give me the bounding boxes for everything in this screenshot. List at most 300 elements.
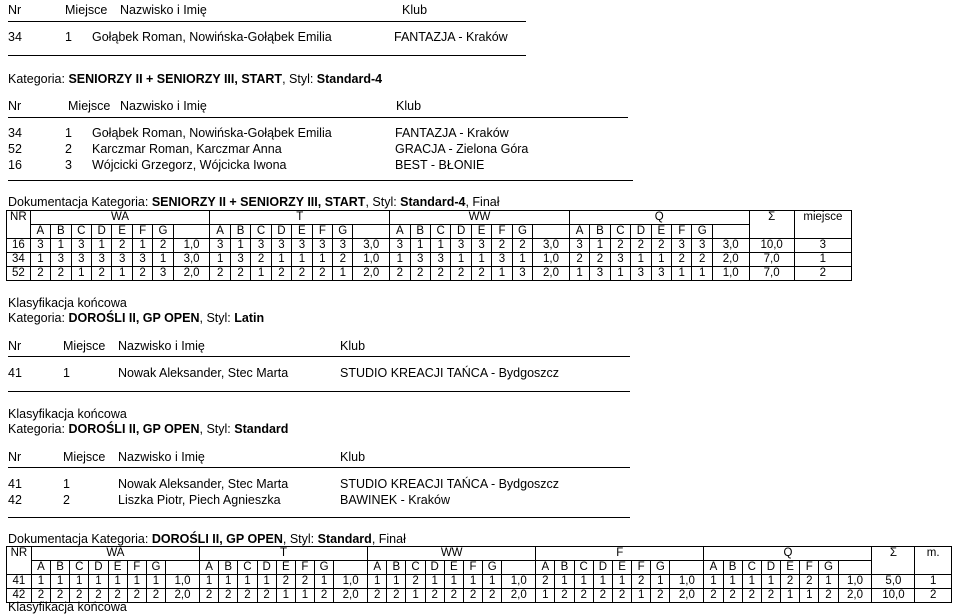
score-cell: 2 xyxy=(590,253,610,267)
category-heading: Kategoria: DOROŚLI II, GP OPEN, Styl: Standard xyxy=(8,422,289,436)
score-cell: 3 xyxy=(333,239,353,253)
score-cell: 2 xyxy=(51,267,71,281)
judge-letter: D xyxy=(451,225,471,239)
judge-letter: A xyxy=(368,561,387,575)
s3-col-klub: Klub xyxy=(340,339,366,353)
score-cell: 1 xyxy=(819,575,838,589)
score-cell: 1 xyxy=(333,267,353,281)
score-cell: 2 xyxy=(651,239,671,253)
judge-letter: C xyxy=(251,225,271,239)
score-cell: 3 xyxy=(672,239,692,253)
score-cell: 2 xyxy=(536,575,555,589)
score-cell: 2 xyxy=(444,589,463,603)
score-cell: 1 xyxy=(569,267,589,281)
header-place: miejsce xyxy=(794,211,851,239)
score-cell: 1 xyxy=(742,575,761,589)
score-cell: 1 xyxy=(781,589,800,603)
score-cell: 3 xyxy=(153,267,173,281)
score-cell: 1,0 xyxy=(353,253,390,267)
score-cell: 1,0 xyxy=(334,575,368,589)
s2-col-klub: Klub xyxy=(396,99,422,113)
score-cell: 1 xyxy=(483,575,502,589)
score-table xyxy=(6,546,952,603)
judge-letter: F xyxy=(463,561,482,575)
s4-col-miejsce: Miejsce xyxy=(63,450,106,464)
judge-letter: G xyxy=(512,225,532,239)
score-cell: 2 xyxy=(672,253,692,267)
score-cell: 1 xyxy=(71,267,91,281)
score-cell: 2 xyxy=(368,589,387,603)
score-cell: 1 xyxy=(219,575,238,589)
score-cell: 2 xyxy=(153,239,173,253)
score-cell: 1 xyxy=(425,575,444,589)
score-cell: 42 xyxy=(7,589,32,603)
score-header-row xyxy=(7,547,952,561)
judge-letter: D xyxy=(257,561,276,575)
judge-letter: B xyxy=(230,225,250,239)
score-cell: 3 xyxy=(794,239,851,253)
group-sum-header xyxy=(670,561,704,575)
score-cell: 2 xyxy=(210,267,230,281)
score-cell: 3,0 xyxy=(712,239,749,253)
score-cell: 2 xyxy=(112,239,132,253)
score-cell: 1 xyxy=(723,575,742,589)
score-cell: 10,0 xyxy=(749,239,794,253)
score-cell: 2 xyxy=(781,575,800,589)
header-place: m. xyxy=(915,547,952,575)
score-cell: 2 xyxy=(430,267,450,281)
score-cell: 1 xyxy=(451,253,471,267)
group-sum-header xyxy=(502,561,536,575)
score-cell: 1 xyxy=(70,575,89,589)
score-cell: 2,0 xyxy=(166,589,200,603)
score-cell: 3 xyxy=(651,267,671,281)
table-row xyxy=(7,239,852,253)
judge-letter: E xyxy=(781,561,800,575)
score-cell: 1 xyxy=(761,575,780,589)
score-cell: 1 xyxy=(406,589,425,603)
score-cell: 1 xyxy=(200,575,219,589)
score-cell: 34 xyxy=(7,253,31,267)
divider xyxy=(8,517,630,518)
divider xyxy=(8,391,630,392)
header-dance: T xyxy=(200,547,368,561)
score-cell: 2,0 xyxy=(533,267,570,281)
score-cell: 2 xyxy=(146,589,165,603)
score-cell: 2 xyxy=(692,253,712,267)
divider xyxy=(8,55,526,56)
score-cell: 1 xyxy=(593,575,612,589)
score-cell: 1 xyxy=(444,575,463,589)
score-cell: 1 xyxy=(108,575,127,589)
score-cell: 2 xyxy=(555,589,574,603)
group-sum-header xyxy=(712,225,749,239)
score-cell: 1 xyxy=(271,253,291,267)
score-cell: 2 xyxy=(292,267,312,281)
score-cell: 1 xyxy=(672,267,692,281)
judge-letter: C xyxy=(406,561,425,575)
score-cell: 3 xyxy=(430,253,450,267)
judge-letter: F xyxy=(800,561,819,575)
score-cell: 3 xyxy=(292,239,312,253)
category-heading: Kategoria: SENIORZY II + SENIORZY III, START, Styl: Standard-4 xyxy=(8,72,383,86)
score-cell: 16 xyxy=(7,239,31,253)
score-cell: 2 xyxy=(31,589,50,603)
s2-col-nr: Nr xyxy=(8,99,22,113)
score-cell: 2 xyxy=(257,589,276,603)
score-cell: 2 xyxy=(238,589,257,603)
score-cell: 2 xyxy=(333,253,353,267)
judge-letter: F xyxy=(127,561,146,575)
score-cell: 2 xyxy=(410,267,430,281)
judge-letter: C xyxy=(610,225,630,239)
score-cell: 2 xyxy=(569,253,589,267)
score-cell: 1 xyxy=(555,575,574,589)
score-cell: 3,0 xyxy=(353,239,390,253)
judge-letter: B xyxy=(410,225,430,239)
s1-col-miejsce: Miejsce xyxy=(65,3,108,17)
score-cell: 3 xyxy=(631,267,651,281)
judge-letter: B xyxy=(723,561,742,575)
score-cell: 2 xyxy=(915,589,952,603)
header-nr: NR xyxy=(7,211,31,239)
judge-letter: B xyxy=(51,561,70,575)
sigma-symbol: Σ xyxy=(872,547,915,575)
score-cell: 1 xyxy=(410,239,430,253)
score-cell: 3 xyxy=(51,253,71,267)
table-row xyxy=(7,253,852,267)
score-cell: 2,0 xyxy=(353,267,390,281)
judge-letter: B xyxy=(387,561,406,575)
score-cell: 2 xyxy=(30,267,50,281)
table-row xyxy=(7,267,852,281)
score-cell: 2 xyxy=(819,589,838,603)
s1-col-klub: Klub xyxy=(402,3,428,17)
score-cell: 1 xyxy=(631,253,651,267)
score-cell: 3 xyxy=(492,253,512,267)
score-cell: 1 xyxy=(146,575,165,589)
judge-letter: G xyxy=(692,225,712,239)
score-cell: 7,0 xyxy=(749,267,794,281)
judge-letter: D xyxy=(89,561,108,575)
score-cell: 1 xyxy=(51,575,70,589)
score-cell: 1,0 xyxy=(166,575,200,589)
s3-col-miejsce: Miejsce xyxy=(63,339,106,353)
judge-letter: D xyxy=(593,561,612,575)
score-cell: 1 xyxy=(368,575,387,589)
judge-letter: B xyxy=(590,225,610,239)
judge-letter: A xyxy=(536,561,555,575)
score-cell: 3 xyxy=(112,253,132,267)
score-cell: 1,0 xyxy=(173,239,210,253)
score-cell: 52 xyxy=(7,267,31,281)
score-cell: 1,0 xyxy=(712,267,749,281)
judge-letter: E xyxy=(292,225,312,239)
score-cell: 3 xyxy=(451,239,471,253)
score-cell: 1 xyxy=(276,589,295,603)
s4-col-klub: Klub xyxy=(340,450,366,464)
score-cell: 1 xyxy=(590,239,610,253)
divider xyxy=(8,356,630,357)
score-cell: 5,0 xyxy=(872,575,915,589)
header-nr: NR xyxy=(7,547,32,575)
score-cell: 1 xyxy=(390,253,410,267)
score-cell: 1 xyxy=(91,239,111,253)
judge-letter: E xyxy=(108,561,127,575)
judge-letter: G xyxy=(315,561,334,575)
judge-letter: E xyxy=(444,561,463,575)
s4-col-name: Nazwisko i Imię xyxy=(118,450,205,464)
score-cell: 1 xyxy=(127,575,146,589)
score-cell: 2 xyxy=(132,267,152,281)
header-dance: WA xyxy=(31,547,199,561)
score-cell: 3 xyxy=(471,239,491,253)
score-cell: 1 xyxy=(915,575,952,589)
score-cell: 1 xyxy=(574,575,593,589)
score-cell: 1 xyxy=(800,589,819,603)
score-cell: 1 xyxy=(315,575,334,589)
divider xyxy=(8,180,633,181)
judge-letter: G xyxy=(651,561,670,575)
s2-col-miejsce: Miejsce xyxy=(68,99,111,113)
score-cell: 3 xyxy=(390,239,410,253)
score-cell: 2 xyxy=(200,589,219,603)
judge-letter: G xyxy=(153,225,173,239)
score-cell: 3 xyxy=(692,239,712,253)
header-dance: Q xyxy=(569,211,749,225)
judge-letter: G xyxy=(146,561,165,575)
sigma-symbol: Σ xyxy=(749,211,794,239)
score-cell: 1 xyxy=(387,575,406,589)
judge-letter: A xyxy=(704,561,723,575)
judge-letter: C xyxy=(742,561,761,575)
score-cell: 2 xyxy=(315,589,334,603)
group-sum-header xyxy=(838,561,872,575)
judge-letter: F xyxy=(672,225,692,239)
score-cell: 2 xyxy=(704,589,723,603)
judge-letter: D xyxy=(631,225,651,239)
score-cell: 2 xyxy=(295,575,314,589)
score-cell: 2 xyxy=(761,589,780,603)
score-cell: 2 xyxy=(230,267,250,281)
header-dance: T xyxy=(210,211,390,225)
score-cell: 2 xyxy=(471,267,491,281)
score-cell: 2,0 xyxy=(173,267,210,281)
score-cell: 2 xyxy=(512,239,532,253)
judge-letter: F xyxy=(132,225,152,239)
score-cell: 2,0 xyxy=(502,589,536,603)
score-cell: 1 xyxy=(210,253,230,267)
score-cell: 2 xyxy=(632,575,651,589)
score-cell: 2 xyxy=(651,589,670,603)
score-cell: 2 xyxy=(723,589,742,603)
score-cell: 3 xyxy=(610,253,630,267)
score-cell: 1 xyxy=(651,253,671,267)
judge-letter: C xyxy=(71,225,91,239)
judge-letter: A xyxy=(210,225,230,239)
judge-letter: G xyxy=(819,561,838,575)
score-cell: 3,0 xyxy=(533,239,570,253)
classification-label: Klasyfikacja końcowa xyxy=(8,296,127,310)
group-sum-header xyxy=(173,225,210,239)
judge-letter: D xyxy=(271,225,291,239)
documentation-heading: Dokumentacja Kategoria: DOROŚLI II, GP OPEN, Styl: Standard, Finał xyxy=(8,532,406,546)
s3-col-name: Nazwisko i Imię xyxy=(118,339,205,353)
judge-letter: A xyxy=(30,225,50,239)
judge-letter: B xyxy=(219,561,238,575)
s2-col-name: Nazwisko i Imię xyxy=(120,99,207,113)
score-cell: 1 xyxy=(230,239,250,253)
score-cell: 1 xyxy=(430,239,450,253)
score-cell: 1 xyxy=(512,253,532,267)
score-cell: 2 xyxy=(742,589,761,603)
score-cell: 1 xyxy=(492,267,512,281)
header-dance: Q xyxy=(704,547,872,561)
score-cell: 2 xyxy=(800,575,819,589)
score-cell: 1 xyxy=(31,575,50,589)
judge-letter: E xyxy=(612,561,631,575)
score-cell: 1 xyxy=(463,575,482,589)
score-cell: 3 xyxy=(312,239,332,253)
s4-col-nr: Nr xyxy=(8,450,22,464)
judge-letter: D xyxy=(425,561,444,575)
score-cell: 2 xyxy=(610,239,630,253)
score-cell: 1 xyxy=(112,267,132,281)
score-header-row xyxy=(7,211,852,225)
score-cell: 1 xyxy=(292,253,312,267)
documentation-heading: Dokumentacja Kategoria: SENIORZY II + SENIORZY III, START, Styl: Standard-4, Finał xyxy=(8,195,500,209)
classification-label: Klasyfikacja końcowa xyxy=(8,600,127,614)
judge-letter: A xyxy=(200,561,219,575)
score-cell: 1 xyxy=(651,575,670,589)
score-cell: 2 xyxy=(70,589,89,603)
score-cell: 3 xyxy=(590,267,610,281)
score-cell: 1 xyxy=(238,575,257,589)
score-cell: 3 xyxy=(251,239,271,253)
score-cell: 2 xyxy=(89,589,108,603)
header-dance: WA xyxy=(30,211,210,225)
header-dance: WW xyxy=(368,547,536,561)
s3-col-nr: Nr xyxy=(8,339,22,353)
score-cell: 2,0 xyxy=(712,253,749,267)
judge-letter: B xyxy=(51,225,71,239)
judge-letter: G xyxy=(483,561,502,575)
group-sum-header xyxy=(166,561,200,575)
score-cell: 2 xyxy=(271,267,291,281)
score-cell: 1 xyxy=(536,589,555,603)
score-cell: 2 xyxy=(463,589,482,603)
score-cell: 2 xyxy=(406,575,425,589)
judge-letter: A xyxy=(31,561,50,575)
judge-letter: F xyxy=(312,225,332,239)
score-cell: 1 xyxy=(153,253,173,267)
judge-letter: C xyxy=(238,561,257,575)
score-cell: 2 xyxy=(794,267,851,281)
score-cell: 41 xyxy=(7,575,32,589)
judge-letter: F xyxy=(295,561,314,575)
score-cell: 1 xyxy=(132,239,152,253)
judge-letter: C xyxy=(574,561,593,575)
score-cell: 2 xyxy=(492,239,512,253)
score-cell: 2 xyxy=(631,239,651,253)
score-cell: 1 xyxy=(632,589,651,603)
header-dance: WW xyxy=(390,211,570,225)
judge-letter: F xyxy=(492,225,512,239)
table-row xyxy=(7,589,952,603)
score-cell: 1 xyxy=(704,575,723,589)
score-cell: 3 xyxy=(71,239,91,253)
score-cell: 3 xyxy=(410,253,430,267)
score-table xyxy=(6,210,852,281)
score-cell: 3 xyxy=(569,239,589,253)
score-cell: 2 xyxy=(612,589,631,603)
score-letters-row xyxy=(7,225,852,239)
score-cell: 3 xyxy=(271,239,291,253)
score-cell: 1 xyxy=(251,267,271,281)
group-sum-header xyxy=(353,225,390,239)
score-cell: 1 xyxy=(89,575,108,589)
score-cell: 2 xyxy=(91,267,111,281)
divider xyxy=(8,21,526,22)
group-sum-header xyxy=(533,225,570,239)
score-cell: 10,0 xyxy=(872,589,915,603)
judge-letter: C xyxy=(70,561,89,575)
score-cell: 2 xyxy=(425,589,444,603)
judge-letter: D xyxy=(761,561,780,575)
score-cell: 1 xyxy=(51,239,71,253)
score-cell: 3 xyxy=(91,253,111,267)
group-sum-header xyxy=(334,561,368,575)
category-heading: Kategoria: DOROŚLI II, GP OPEN, Styl: Latin xyxy=(8,311,265,325)
divider xyxy=(8,467,630,468)
score-cell: 1,0 xyxy=(502,575,536,589)
judge-letter: E xyxy=(651,225,671,239)
score-cell: 2 xyxy=(108,589,127,603)
judge-letter: E xyxy=(276,561,295,575)
score-cell: 2 xyxy=(219,589,238,603)
score-cell: 2 xyxy=(593,589,612,603)
score-cell: 1,0 xyxy=(533,253,570,267)
score-cell: 1 xyxy=(612,575,631,589)
score-cell: 3 xyxy=(210,239,230,253)
judge-letter: G xyxy=(333,225,353,239)
score-cell: 2 xyxy=(127,589,146,603)
judge-letter: B xyxy=(555,561,574,575)
score-cell: 3 xyxy=(512,267,532,281)
header-dance: F xyxy=(536,547,704,561)
s1-col-name: Nazwisko i Imię xyxy=(120,3,207,17)
judge-letter: A xyxy=(390,225,410,239)
judge-letter: C xyxy=(430,225,450,239)
score-cell: 2 xyxy=(451,267,471,281)
score-cell: 1 xyxy=(794,253,851,267)
score-cell: 2,0 xyxy=(838,589,872,603)
judge-letter: A xyxy=(569,225,589,239)
score-cell: 2 xyxy=(483,589,502,603)
score-cell: 3,0 xyxy=(173,253,210,267)
score-cell: 2 xyxy=(390,267,410,281)
score-cell: 1 xyxy=(295,589,314,603)
judge-letter: D xyxy=(91,225,111,239)
score-cell: 1 xyxy=(610,267,630,281)
score-cell: 1 xyxy=(312,253,332,267)
score-cell: 2 xyxy=(251,253,271,267)
s1-col-nr: Nr xyxy=(8,3,22,17)
judge-letter: E xyxy=(112,225,132,239)
score-cell: 2,0 xyxy=(334,589,368,603)
score-cell: 2 xyxy=(276,575,295,589)
judge-letter: E xyxy=(471,225,491,239)
